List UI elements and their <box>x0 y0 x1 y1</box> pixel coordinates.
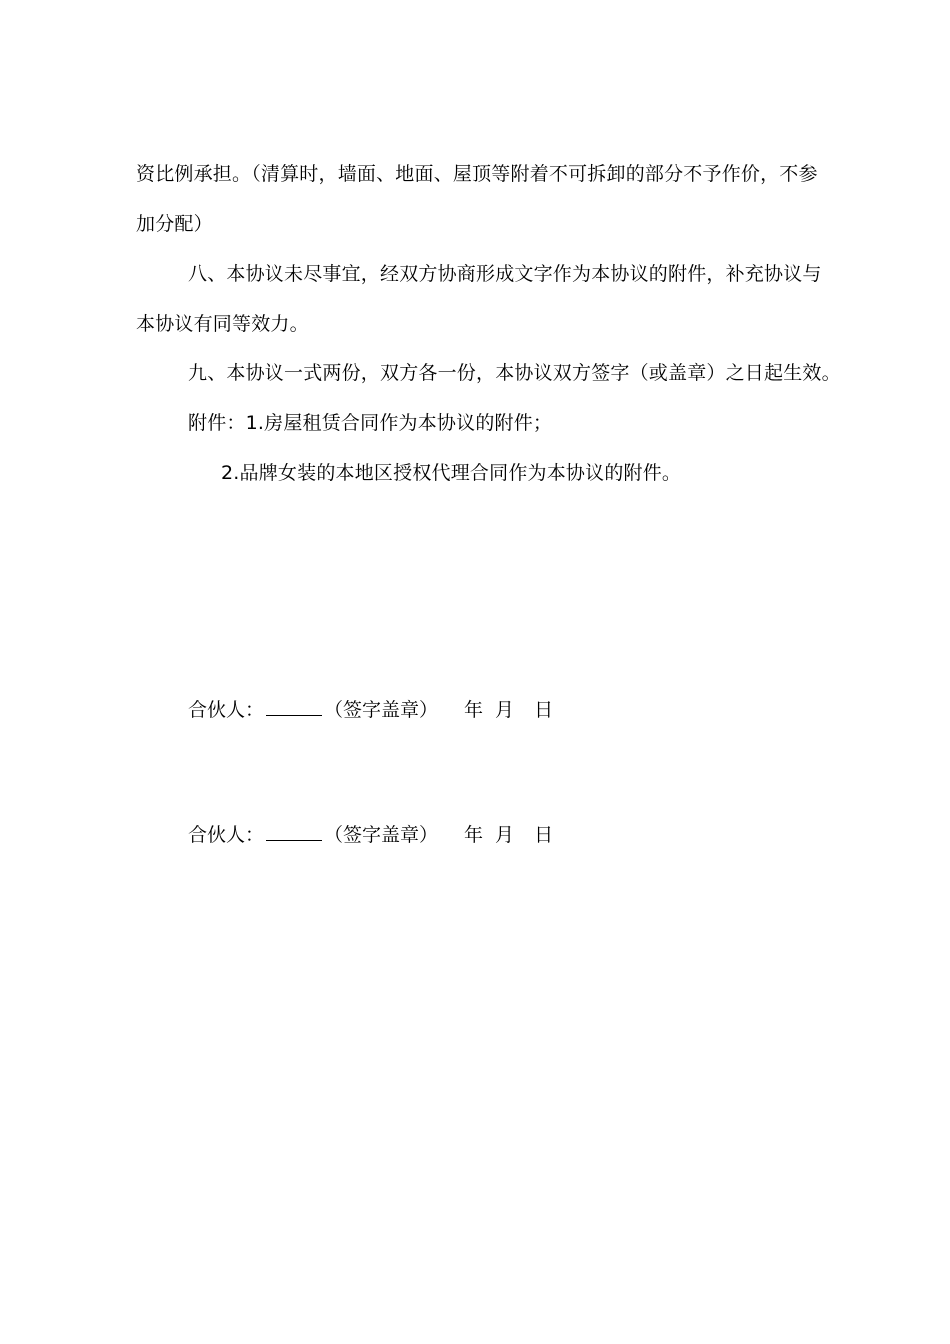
attachment-item-1: 附件：1.房屋租赁合同作为本协议的附件； <box>188 412 553 434</box>
date-day: 日 <box>534 824 554 846</box>
paragraph-line: 本协议有同等效力。 <box>136 313 309 335</box>
date-year: 年 <box>464 824 484 846</box>
signature-line <box>188 822 553 848</box>
date-year: 年 <box>464 699 484 721</box>
date-day: 日 <box>534 699 554 721</box>
date-month: 月 <box>495 699 515 721</box>
signature-blank <box>266 822 322 841</box>
paragraph-line: 资比例承担。（清算时，墙面、地面、屋顶等附着不可拆卸的部分不予作价，不参 <box>136 163 818 185</box>
signature-label: 合伙人： <box>188 699 265 721</box>
signature-blank <box>266 697 322 716</box>
attachment-item-2: 2.品牌女装的本地区授权代理合同作为本协议的附件。 <box>221 462 682 484</box>
signature-note: （签字盖章） <box>324 699 439 721</box>
paragraph-clause-8: 八、本协议未尽事宜，经双方协商形成文字作为本协议的附件，补充协议与 <box>188 263 822 285</box>
date-month: 月 <box>495 824 515 846</box>
signature-line <box>188 697 553 723</box>
signature-label: 合伙人： <box>188 824 265 846</box>
paragraph-clause-9: 九、本协议一式两份，双方各一份，本协议双方签字（或盖章）之日起生效。 <box>188 362 841 384</box>
signature-note: （签字盖章） <box>324 824 439 846</box>
paragraph-line: 加分配） <box>136 213 213 235</box>
